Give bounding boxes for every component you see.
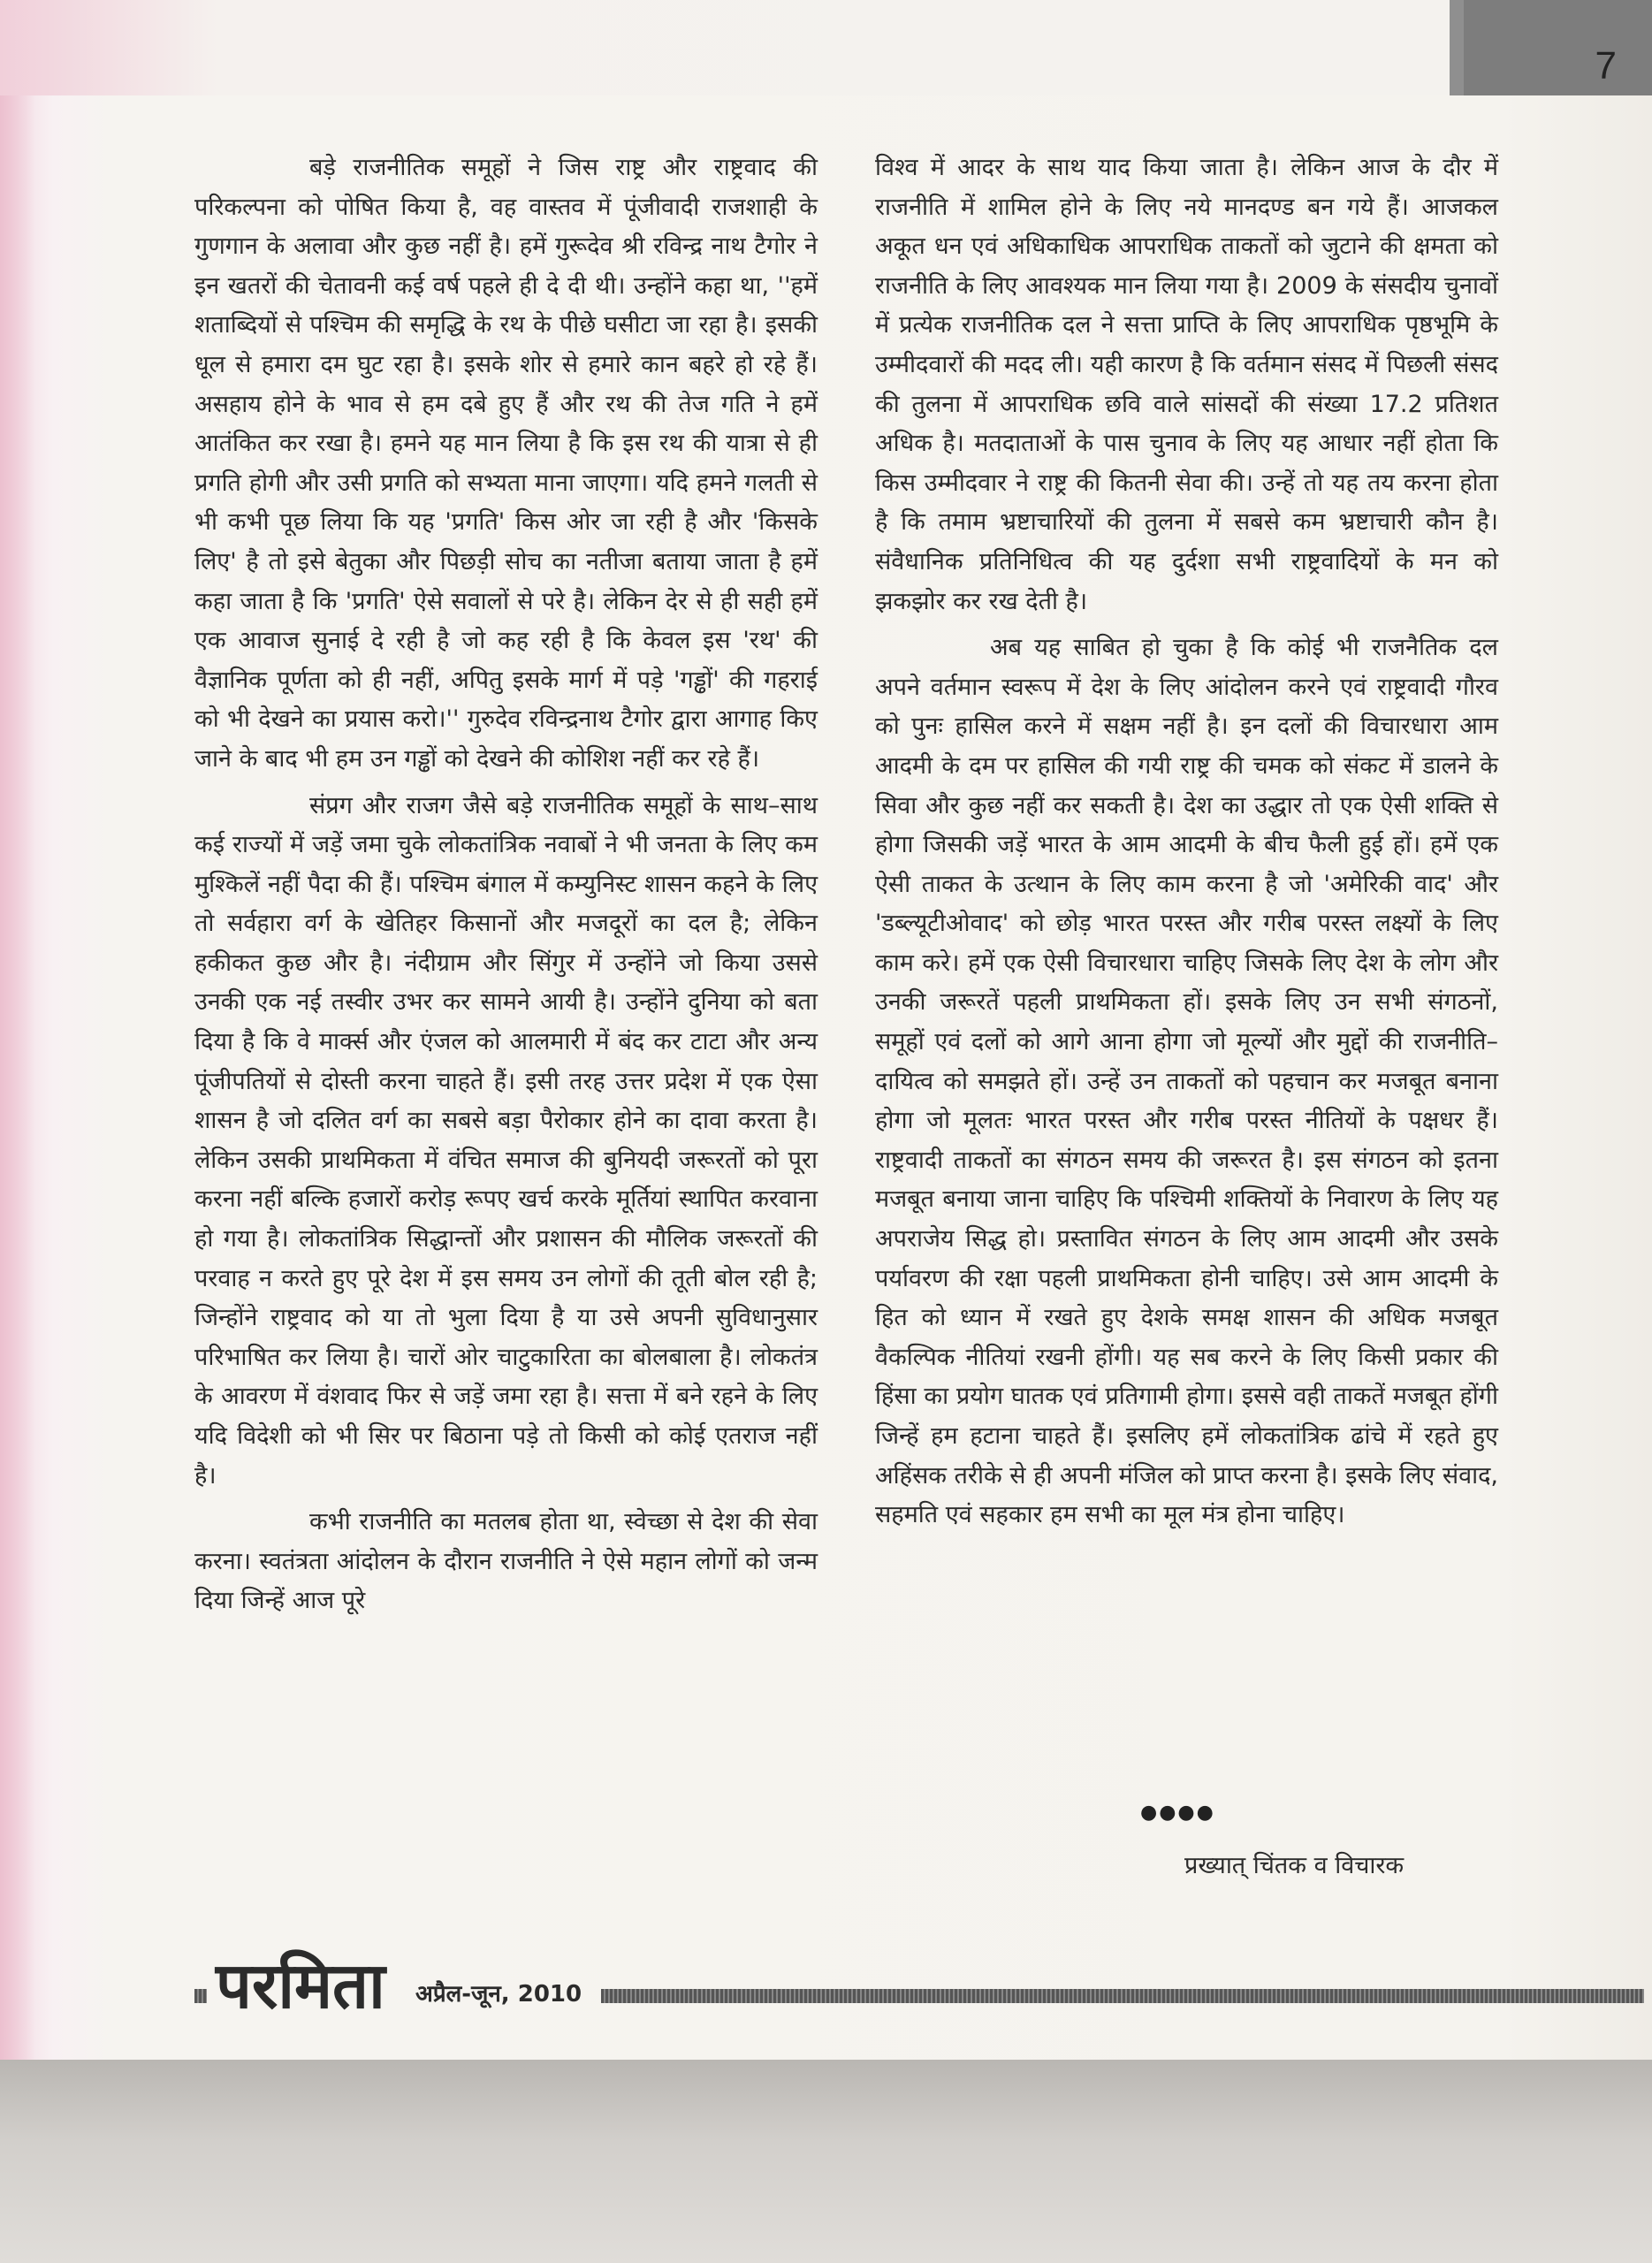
author-note: प्रख्यात् चिंतक व विचारक <box>1184 1852 1405 1879</box>
footer-rule-right <box>601 1989 1644 2003</box>
paragraph: अब यह साबित हो चुका है कि कोई भी राजनैतिक दल अपने वर्तमान स्वरूप में देश के लिए आंदोलन करने एवं राष्ट्रवादी गौरव को पुनः हासिल करने में सक्षम नहीं है। इन दलों की विचारधारा आम आदमी के दम पर हासिल की गयी राष्ट्र की चमक को संकट में डालने के सिवा और कुछ नहीं कर सकती है। देश का उद्धार तो एक ऐसी शक्ति से होगा जिसकी जड़ें भारत के आम आदमी के बीच फैली हुई हों। हमें एक ऐसी ताकत के उत्थान के लिए काम करना है जो 'अमेरिकी वाद' और 'डब्ल्यूटीओवाद' को छोड़ भारत परस्त और गरीब परस्त लक्ष्यों के लिए काम करे। हमें एक ऐसी विचारधारा चाहिए जिसके लिए देश के लोग और उनकी जरूरतें पहली प्राथमिकता हों। इसके लिए उन सभी संगठनों, समूहों एवं दलों को आगे आना होगा जो मूल्यों और मुद्दों की राजनीति–दायित्व को समझते हों। उन्हें उन ताकतों को पहचान कर मजबूत बनाना होगा जो मूलतः भारत परस्त और गरीब परस्त नीतियों के पक्षधर हैं। राष्ट्रवादी ताकतों का संगठन समय की जरूरत है। इस संगठन को इतना मजबूत बनाया जाना चाहिए कि पश्चिमी शक्तियों के निवारण के लिए यह अपराजेय सिद्ध हो। प्रस्तावित संगठन के लिए आम आदमी और उसके पर्यावरण की रक्षा पहली प्राथमिकता होनी चाहिए। उसे आम आदमी के हित को ध्यान में रखते हुए देशके समक्ष शासन की अधिक मजबूत वैकल्पिक नीतियां रखनी होंगी। यह सब करने के लिए किसी प्रकार की हिंसा का प्रयोग घातक एवं प्रतिगामी होगा। इससे वही ताकतें मजबूत होंगी जिन्हें हम हटाना चाहते हैं। इसलिए हमें लोकतांत्रिक ढांचे में रहते हुए अहिंसक तरीके से ही अपनी मंजिल को प्राप्त करना है। इसके लिए संवाद, सहमति एवं सहकार हम सभी का मूल मंत्र होना चाहिए। <box>875 634 1498 1529</box>
magazine-logo: परमिता <box>216 1947 385 2023</box>
end-marks: ●●●● <box>1140 1802 1215 1824</box>
footer-rule-left <box>194 1989 207 2003</box>
scan-shadow <box>0 2060 1652 2263</box>
right-column <box>875 149 1498 1543</box>
left-column <box>194 149 818 1628</box>
paragraph: विश्व में आदर के साथ याद किया जाता है। लेकिन आज के दौर में राजनीति में शामिल होने के लिए नये मानदण्ड बन गये हैं। आजकल अकूत धन एवं अधिकाधिक आपराधिक ताकतों को जुटाने की क्षमता को राजनीति के लिए आवश्यक मान लिया गया है। 2009 के संसदीय चुनावों में प्रत्येक राजनीतिक दल ने सत्ता प्राप्ति के लिए आपराधिक पृष्ठभूमि के उम्मीदवारों की मदद ली। यही कारण है कि वर्तमान संसद में पिछली संसद की तुलना में आपराधिक छवि वाले सांसदों की संख्या 17.2 प्रतिशत अधिक है। मतदाताओं के पास चुनाव के लिए यह आधार नहीं होता कि किस उम्मीदवार ने राष्ट्र की कितनी सेवा की। उन्हें तो यह तय करना होता है कि तमाम भ्रष्टाचारियों की तुलना में सबसे कम भ्रष्टाचारी कौन है। संवैधानिक प्रतिनिधित्व की यह दुर्दशा सभी राष्ट्रवादियों के मन को झकझोर कर रख देती है। <box>875 154 1498 615</box>
paragraph: संप्रग और राजग जैसे बड़े राजनीतिक समूहों के साथ–साथ कई राज्यों में जड़ें जमा चुके लोकतांत्रिक नवाबों ने भी जनता के लिए कम मुश्किलें नहीं पैदा की हैं। पश्चिम बंगाल में कम्युनिस्ट शासन कहने के लिए तो सर्वहारा वर्ग के खेतिहर किसानों और मजदूरों का दल है; लेकिन हकीकत कुछ और है। नंदीग्राम और सिंगुर में उन्होंने जो किया उससे उनकी एक नई तस्वीर उभर कर सामने आयी है। उन्होंने दुनिया को बता दिया है कि वे मार्क्स और एंजल को आलमारी में बंद कर टाटा और अन्य पूंजीपतियों से दोस्ती करना चाहते हैं। इसी तरह उत्तर प्रदेश में एक ऐसा शासन है जो दलित वर्ग का सबसे बड़ा पैरोकार होने का दावा करता है। लेकिन उसकी प्राथमिकता में वंचित समाज की बुनियदी जरूरतों को पूरा करना नहीं बल्कि हजारों करोड़ रूपए खर्च करके मूर्तियां स्थापित करवाना हो गया है। लोकतांत्रिक सिद्धान्तों और प्रशासन की मौलिक जरूरतों की परवाह न करते हुए पूरे देश में इस समय उन लोगों की तूती बोल रही है; जिन्होंने राष्ट्रवाद को या तो भुला दिया है या उसे अपनी सुविधानुसार परिभाषित कर लिया है। चारों ओर चाटुकारिता का बोलबाला है। लोकतंत्र के आवरण में वंशवाद फिर से जड़ें जमा रहा है। सत्ता में बने रहने के लिए यदि विदेशी को भी सिर पर बिठाना पड़े तो किसी को कोई एतराज नहीं है। <box>194 791 818 1490</box>
top-band <box>0 0 1450 95</box>
page-edge-tint <box>0 95 35 2060</box>
issue-date: अप्रैल-जून, 2010 <box>415 1981 582 2008</box>
header-tab <box>1450 0 1652 95</box>
page-number: 7 <box>1595 44 1617 88</box>
paragraph: बड़े राजनीतिक समूहों ने जिस राष्ट्र और राष्ट्रवाद की परिकल्पना को पोषित किया है, वह वास्तव में पूंजीवादी राजशाही के गुणगान के अलावा और कुछ नहीं है। हमें गुरूदेव श्री रविन्द्र नाथ टैगोर ने इन खतरों की चेतावनी कई वर्ष पहले ही दे दी थी। उन्होंने कहा था, ''हमें शताब्दियों से पश्चिम की समृद्धि के रथ के पीछे घसीटा जा रहा है। इसकी धूल से हमारा दम घुट रहा है। इसके शोर से हमारे कान बहरे हो रहे हैं। असहाय होने के भाव से हम दबे हुए हैं और रथ की तेज गति ने हमें आतंकित कर रखा है। हमने यह मान लिया है कि इस रथ की यात्रा से ही प्रगति होगी और उसी प्रगति को सभ्यता माना जाएगा। यदि हमने गलती से भी कभी पूछ लिया कि यह 'प्रगति' किस ओर जा रही है और 'किसके लिए' है तो इसे बेतुका और पिछड़ी सोच का नतीजा बताया जाता है हमें कहा जाता है कि 'प्रगति' ऐसे सवालों से परे है। लेकिन देर से ही सही हमें एक आवाज सुनाई दे रही है जो कह रही है कि केवल इस 'रथ' की वैज्ञानिक पूर्णता को ही नहीं, अपितु इसके मार्ग में पड़े 'गड्ढों' की गहराई को भी देखने का प्रयास करो।'' गुरुदेव रविन्द्रनाथ टैगोर द्वारा आगाह किए जाने के बाद भी हम उन गड्ढों को देखने की कोशिश नहीं कर रहे हैं। <box>194 154 818 773</box>
paragraph: कभी राजनीति का मतलब होता था, स्वेच्छा से देश की सेवा करना। स्वतंत्रता आंदोलन के दौरान राजनीति ने ऐसे महान लोगों को जन्म दिया जिन्हें आज पूरे <box>194 1508 818 1615</box>
